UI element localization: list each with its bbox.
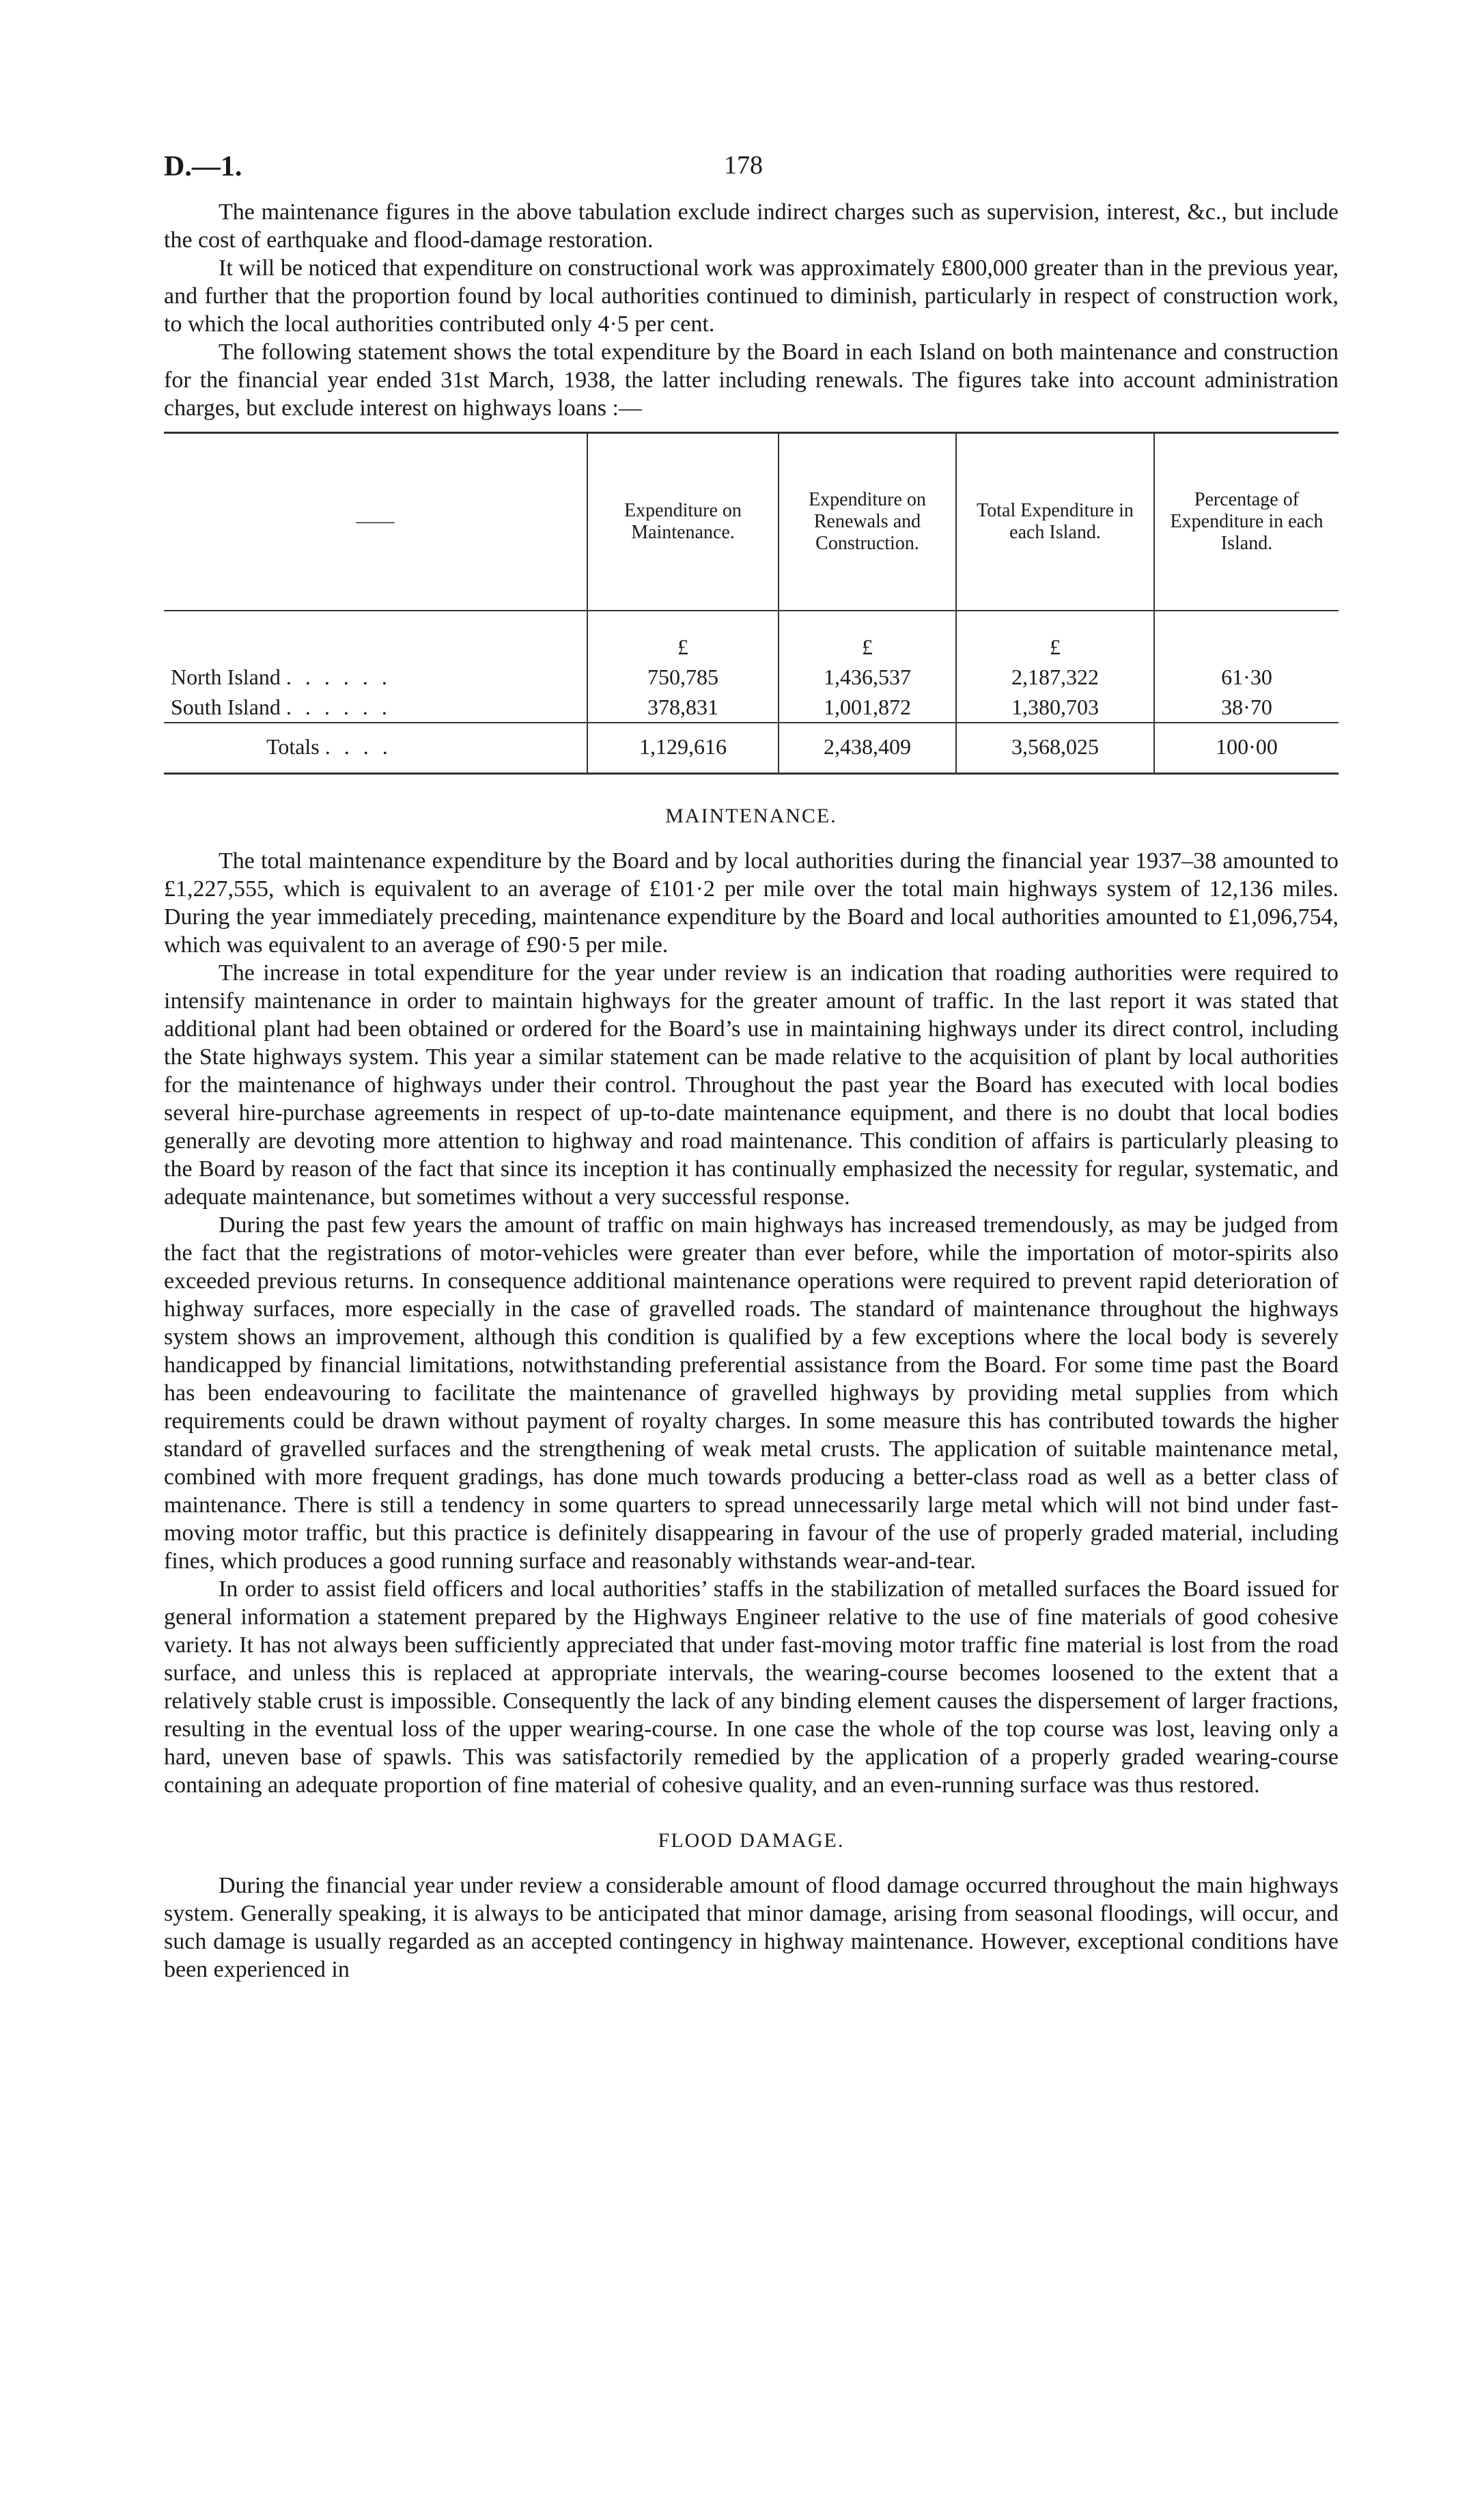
table-header-row xyxy=(164,433,1339,611)
construction-total-cell: 2,438,409 xyxy=(779,723,956,774)
leader-dots: . . . . . . xyxy=(285,665,391,689)
unit-cell: £ xyxy=(956,611,1154,662)
page-header xyxy=(164,137,1339,198)
maintenance-cell: 750,785 xyxy=(587,662,779,692)
page-number: 178 xyxy=(724,151,763,180)
flood-paragraph: During the financial year under review a considerable amount of flood damage occurred throughout the main highways system. Generally speaking, it is always to be anticipated that minor damage, arising from seasonal floodings, will occur, and such damage is usually regarded as an accepted contingency in highway maintenance. However, exceptional conditions have been experienced in xyxy=(164,1873,1339,1982)
column-header-construction: Expenditure on Renewals and Construction. xyxy=(779,433,956,611)
document-page xyxy=(164,137,1339,1984)
column-header-total: Total Expenditure in each Island. xyxy=(956,433,1154,611)
leader-dots: . . . . . . xyxy=(285,695,391,719)
column-header-maintenance: Expenditure on Maintenance. xyxy=(587,433,779,611)
unit-cell: £ xyxy=(779,611,956,662)
leader-dots: . . . . xyxy=(324,734,392,759)
unit-cell xyxy=(1154,611,1339,662)
intro-paragraph: It will be noticed that expenditure on constructional work was approximately £800,000 greater than in the previous year, and further that the proportion found by local authorities continued to diminish, particularly in respect of construction work, to which the local authorities contributed only 4·5 per cent. xyxy=(164,255,1339,337)
construction-cell: 1,001,872 xyxy=(779,692,956,723)
table-units-row xyxy=(164,611,1339,662)
section-heading-flood-damage: FLOOD DAMAGE. xyxy=(658,1829,845,1852)
totals-row xyxy=(164,723,1339,774)
total-cell: 2,187,322 xyxy=(956,662,1154,692)
unit-cell: £ xyxy=(587,611,779,662)
percentage-cell: 38·70 xyxy=(1154,692,1339,723)
total-cell: 1,380,703 xyxy=(956,692,1154,723)
maintenance-total-cell: 1,129,616 xyxy=(587,723,779,774)
maintenance-paragraph: The total maintenance expenditure by the Board and by local authorities during the financial year 1937–38 amounted to £1,227,555, which is equivalent to an average of £101·2 per mile over the total main highways system of 12,136 miles. During the year immediately preceding, maintenance expenditure by the Board and local authorities amounted to £1,096,754, which was equivalent to an average of £90·5 per mile. xyxy=(164,848,1339,958)
maintenance-paragraph: In order to assist field officers and local authorities’ staffs in the stabilization of metalled surfaces the Board issued for general information a statement prepared by the Highways Engineer relative to the use of fine materials of good cohesive variety. It has not always been sufficiently appreciated that under fast-moving motor traffic fine material is lost from the road surface, and unless this is replaced at appropriate intervals, the wearing-course becomes loosened to the extent that a relatively stable crust is impossible. Consequently the lack of any binding element causes the dispersement of larger fractions, resulting in the eventual loss of the upper wearing-course. In one case the whole of the top course was lost, leaving only a hard, uneven base of spawls. This was satisfactorily remedied by the application of a properly graded wearing-course containing an adequate proportion of fine material of cohesive quality, and an even-running surface was thus restored. xyxy=(164,1576,1339,1798)
totals-label-text: Totals xyxy=(266,734,320,759)
intro-paragraph: The following statement shows the total expenditure by the Board in each Island on both maintenance and construction for the financial year ended 31st March, 1938, the latter including renewals. The figures take into account administration charges, but exclude interest on highways loans :— xyxy=(164,339,1339,421)
section-heading-maintenance: MAINTENANCE. xyxy=(665,805,837,827)
expenditure-table xyxy=(164,432,1339,775)
totals-label xyxy=(164,723,587,774)
unit-cell xyxy=(164,611,587,662)
document-reference: D.—1. xyxy=(164,151,242,182)
grand-total-cell: 3,568,025 xyxy=(956,723,1154,774)
construction-cell: 1,436,537 xyxy=(779,662,956,692)
percentage-total-cell: 100·00 xyxy=(1154,723,1339,774)
expenditure-table-wrapper xyxy=(164,432,1339,775)
row-label-text: North Island xyxy=(171,665,281,689)
intro-paragraph: The maintenance figures in the above tabulation exclude indirect charges such as supervision, interest, &c., but include the cost of earthquake and flood-damage restoration. xyxy=(164,199,1339,253)
percentage-cell: 61·30 xyxy=(1154,662,1339,692)
row-label xyxy=(164,662,587,692)
maintenance-paragraph: During the past few years the amount of traffic on main highways has increased tremendously, as may be judged from the fact that the registrations of motor-vehicles were greater than ever before, while the importation of motor-spirits also exceeded previous returns. In consequence additional maintenance operations were required to prevent rapid deterioration of highway surfaces, more especially in the case of gravelled roads. The standard of maintenance throughout the highways system shows an improvement, although this condition is qualified by a few exceptions where the local body is severely handicapped by financial limitations, notwithstanding preferential assistance from the Board. For some time past the Board has been endeavouring to facilitate the maintenance of gravelled highways by providing metal supplies from which requirements could be drawn without payment of royalty charges. In some measure this has contributed towards the higher standard of gravelled surfaces and the strengthening of weak metal crusts. The application of suitable maintenance metal, combined with more frequent gradings, has done much towards producing a better-class road as well as a better class of maintenance. There is still a tendency in some quarters to spread unnecessarily large metal which will not bind under fast-moving motor traffic, but this practice is definitely disappearing in favour of the use of properly graded material, including fines, which produces a good running surface and reasonably withstands wear-and-tear. xyxy=(164,1212,1339,1574)
column-header-percentage: Percentage of Expenditure in each Island. xyxy=(1154,433,1339,611)
table-row xyxy=(164,692,1339,723)
row-label-text: South Island xyxy=(171,695,281,719)
maintenance-cell: 378,831 xyxy=(587,692,779,723)
row-label xyxy=(164,692,587,723)
maintenance-paragraph: The increase in total expenditure for the year under review is an indication that roading authorities were required to intensify maintenance in order to maintain highways for the greater amount of traffic. In the last report it was stated that additional plant had been obtained or ordered for the Board’s use in maintaining highways under its direct control, including the State highways system. This year a similar statement can be made relative to the acquisition of plant by local authorities for the maintenance of highways under their control. Throughout the past year the Board has executed with local bodies several hire-purchase agreements in respect of up-to-date maintenance equipment, and there is no doubt that local bodies generally are devoting more attention to highway and road maintenance. This condition of affairs is particularly pleasing to the Board by reason of the fact that since its inception it has continually emphasized the necessity for regular, systematic, and adequate maintenance, but sometimes without a very successful response. xyxy=(164,960,1339,1210)
column-header-island: —— xyxy=(164,433,587,611)
table-row xyxy=(164,662,1339,692)
